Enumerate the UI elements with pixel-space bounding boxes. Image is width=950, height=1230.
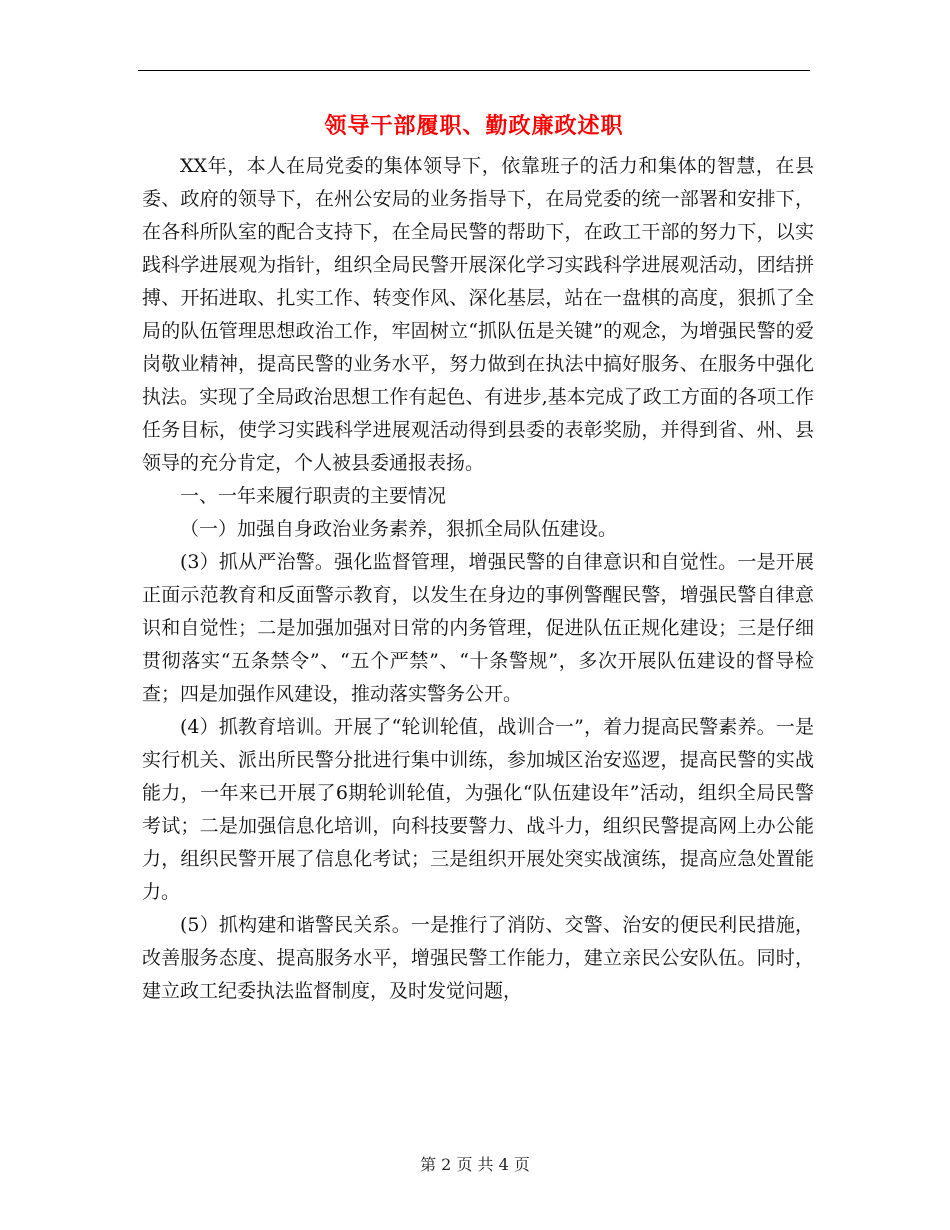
- paragraph-police-relations: (5）抓构建和谐警民关系。一是推行了消防、交警、治安的便民利民措施，改善服务态度、提高服务水平，增强民警工作能力，建立亲民公安队伍。同时，建立政工纪委执法监督制度，及时发觉问题，: [142, 914, 814, 1002]
- document-title: 领导干部履职、勤政廉政述职: [324, 113, 624, 139]
- page-footer: [0, 1153, 950, 1177]
- page-number-label: 第 2 页 共 4 页: [420, 1155, 530, 1174]
- paragraph-training: (4）抓教育培训。开展了“轮训轮值，战训合一”，着力提高民警素养。一是实行机关、派出所民警分批进行集中训练，参加城区治安巡逻，提高民警的实战能力，一年来已开展了6期轮训轮值，为强化“队伍建设年”活动，组织全局民警考试；二是加强信息化培训，向科技要警力、战斗力，组织民警提高网上办公能力，组织民警开展了信息化考试；三是组织开展处突实战演练，提高应急处置能力。: [142, 716, 814, 903]
- paragraph-discipline: (3）抓从严治警。强化监督管理，增强民警的自律意识和自觉性。一是开展正面示范教育和反面警示教育，以发生在身边的事例警醒民警，增强民警自律意识和自觉性；二是加强加强对日常的内务管理，促进队伍正规化建设；三是仔细贯彻落实“五条禁令”、“五个严禁”、“十条警规”，多次开展队伍建设的督导检查；四是加强作风建设，推动落实警务公开。: [142, 551, 814, 705]
- header-rule: [138, 70, 810, 71]
- document-body: [142, 150, 814, 1008]
- subsection-heading: （一）加强自身政治业务素养，狠抓全局队伍建设。: [180, 518, 618, 540]
- paragraph-intro: XX年，本人在局党委的集体领导下，依靠班子的活力和集体的智慧，在县委、政府的领导下，在州公安局的业务指导下，在局党委的统一部署和安排下，在各科所队室的配合支持下，在全局民警的帮助下，在政工干部的努力下，以实践科学进展观为指针，组织全局民警开展深化学习实践科学进展观活动，团结拼搏、开拓进取、扎实工作、转变作风、深化基层，站在一盘棋的高度，狠抓了全局的队伍管理思想政治工作，牢固树立“抓队伍是关键”的观念，为增强民警的爱岗敬业精神，提高民警的业务水平，努力做到在执法中搞好服务、在服务中强化执法。实现了全局政治思想工作有起色、有进步,基本完成了政工方面的各项工作任务目标，使学习实践科学进展观活动得到县委的表彰奖励，并得到省、州、县领导的充分肯定，个人被县委通报表扬。: [142, 155, 814, 474]
- section-heading: 一、一年来履行职责的主要情况: [180, 485, 447, 507]
